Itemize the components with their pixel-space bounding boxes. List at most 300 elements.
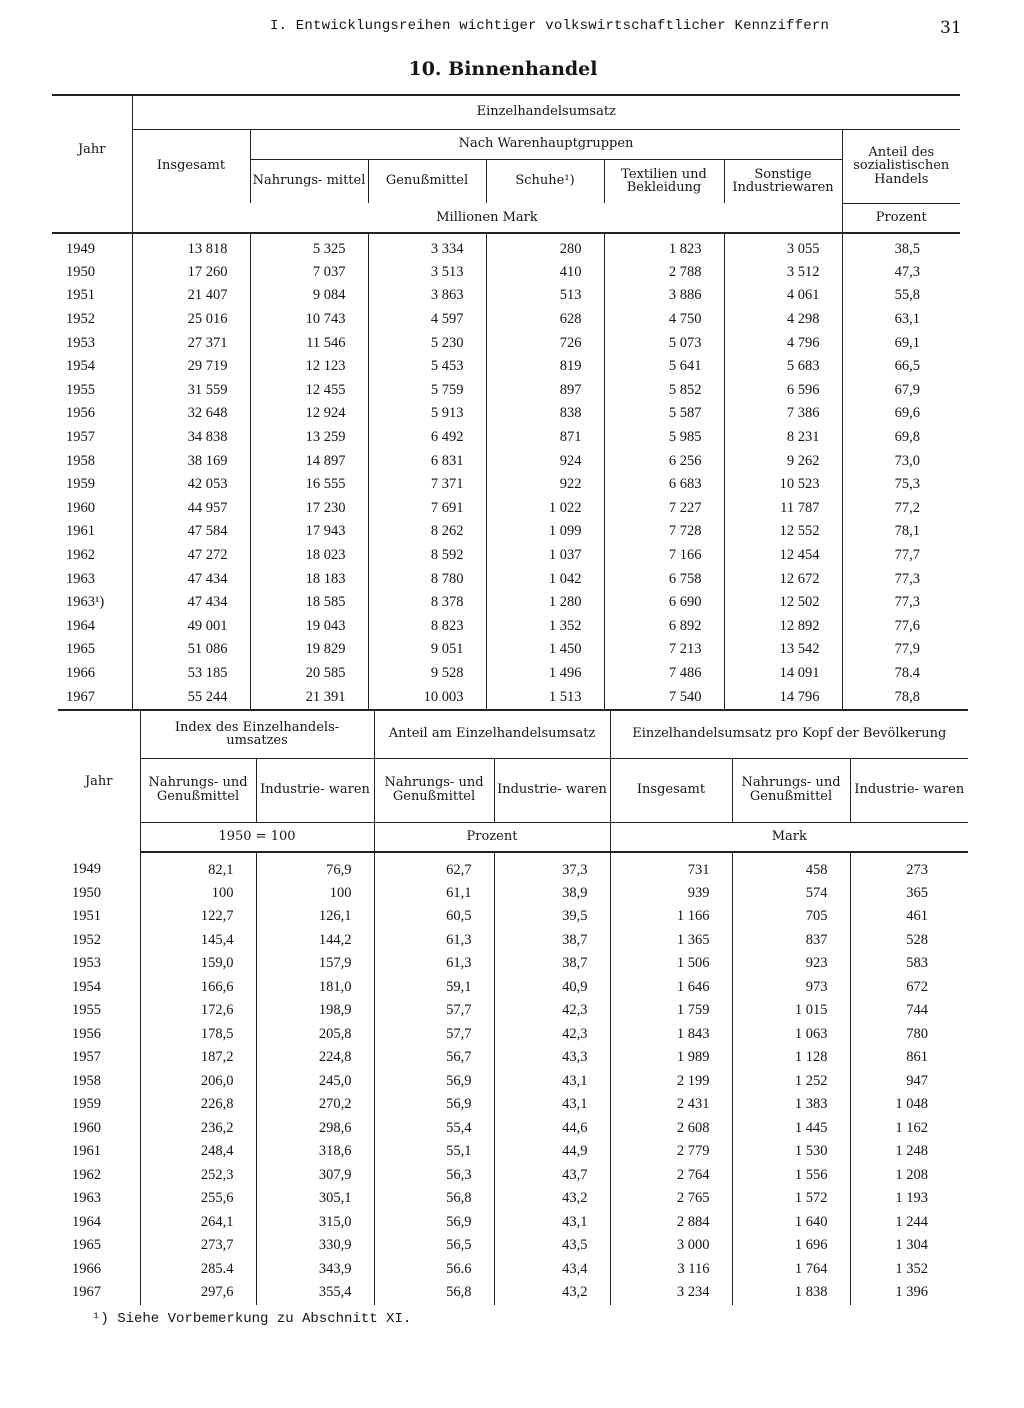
cell-value: 3 512: [724, 261, 842, 285]
col-header-anteil-sozialistischen-handels: Anteil des sozialistischen Handels: [842, 129, 960, 203]
cell-value: 1 450: [486, 638, 604, 662]
cell-value: 1 365: [610, 929, 732, 953]
col-header-jahr-2: Jahr: [58, 710, 140, 852]
cell-value: 1 208: [895, 1166, 929, 1183]
cell-value: 513: [486, 284, 604, 308]
table-index-und-pro-kopf: [58, 709, 968, 1305]
table-row: [52, 473, 960, 497]
cell-value: 7 386: [724, 402, 842, 426]
cell-value: 14 796: [724, 685, 842, 709]
cell-jahr: 1949: [52, 233, 132, 261]
cell-value: 1 037: [486, 544, 604, 568]
cell-value: 62,7: [374, 852, 494, 882]
cell-value: 42,3: [494, 1023, 610, 1047]
cell-value: 923: [732, 952, 850, 976]
cell-value: 56,9: [374, 1093, 494, 1117]
cell-value: 1 022: [486, 497, 604, 521]
cell-value: 1 513: [486, 685, 604, 709]
cell-value: 245,0: [256, 1070, 374, 1094]
cell-value: 38 169: [132, 449, 250, 473]
cell-value: 5 587: [604, 402, 724, 426]
cell-jahr: 1953: [58, 952, 140, 976]
cell-value: 205,8: [256, 1023, 374, 1047]
cell-jahr: 1963: [52, 567, 132, 591]
cell-value: 56,8: [374, 1281, 494, 1305]
group-header-nach-warenhauptgruppen: Nach Warenhauptgruppen: [250, 129, 842, 159]
cell-value: 69,8: [894, 429, 921, 446]
cell-value: 57,7: [374, 1023, 494, 1047]
cell-value: 4 597: [368, 308, 486, 332]
cell-value: 61,3: [374, 929, 494, 953]
cell-value: 5 852: [604, 379, 724, 403]
col-header-nahrungsmittel: Nahrungs- mittel: [250, 159, 368, 203]
cell-value: 270,2: [256, 1093, 374, 1117]
cell-jahr: 1959: [58, 1093, 140, 1117]
col-header-index-nahrungs-genussmittel: Nahrungs- und Genußmittel: [140, 758, 256, 822]
cell-value: 9 084: [250, 284, 368, 308]
cell-value: 43,1: [494, 1093, 610, 1117]
cell-value: 7 227: [604, 497, 724, 521]
cell-jahr: 1959: [52, 473, 132, 497]
table-row: [58, 952, 968, 976]
cell-value: 13 259: [250, 426, 368, 450]
cell-value: 583: [906, 955, 929, 972]
cell-jahr: 1960: [58, 1117, 140, 1141]
table-row: [52, 449, 960, 473]
cell-value: 1 572: [732, 1187, 850, 1211]
cell-value: 12 672: [724, 567, 842, 591]
cell-value: 38,7: [494, 952, 610, 976]
cell-jahr: 1950: [52, 261, 132, 285]
cell-value: 7 037: [250, 261, 368, 285]
cell-value: 3 000: [610, 1234, 732, 1258]
cell-jahr: 1964: [58, 1211, 140, 1235]
unit-prozent: Prozent: [842, 203, 960, 233]
unit-index-1950: 1950 = 100: [140, 822, 374, 852]
cell-value: 39,5: [494, 905, 610, 929]
cell-value: 66,5: [894, 358, 921, 375]
cell-jahr: 1962: [52, 544, 132, 568]
cell-value: 5 641: [604, 355, 724, 379]
cell-value: 43,3: [494, 1046, 610, 1070]
cell-jahr: 1954: [58, 976, 140, 1000]
cell-value: 315,0: [256, 1211, 374, 1235]
cell-value: 21 391: [250, 685, 368, 709]
cell-jahr: 1967: [52, 685, 132, 709]
col-header-kopf-insgesamt: Insgesamt: [610, 758, 732, 822]
table-row: [52, 638, 960, 662]
cell-value: 1 193: [895, 1190, 929, 1207]
cell-value: 3 234: [610, 1281, 732, 1305]
group-header-einzelhandelsumsatz: Einzelhandelsumsatz: [132, 95, 960, 129]
cell-value: 2 764: [610, 1164, 732, 1188]
cell-value: 1 530: [732, 1140, 850, 1164]
cell-value: 10 003: [368, 685, 486, 709]
cell-value: 410: [486, 261, 604, 285]
cell-value: 77,3: [894, 594, 921, 611]
table-row: [52, 379, 960, 403]
table-row: [52, 544, 960, 568]
cell-value: 34 838: [132, 426, 250, 450]
cell-value: 6 492: [368, 426, 486, 450]
cell-value: 47 434: [132, 567, 250, 591]
table-row: [58, 1117, 968, 1141]
cell-value: 4 750: [604, 308, 724, 332]
cell-value: 78.4: [894, 664, 921, 681]
table-row: [58, 976, 968, 1000]
cell-value: 11 546: [250, 331, 368, 355]
cell-value: 355,4: [256, 1281, 374, 1305]
cell-value: 12 455: [250, 379, 368, 403]
table-row: [58, 1070, 968, 1094]
table-row: [52, 355, 960, 379]
table-row: [52, 615, 960, 639]
cell-value: 307,9: [256, 1164, 374, 1188]
col-header-anteil-nahrungs-genussmittel: Nahrungs- und Genußmittel: [374, 758, 494, 822]
cell-value: 51 086: [132, 638, 250, 662]
cell-jahr: 1955: [58, 999, 140, 1023]
cell-value: 40,9: [494, 976, 610, 1000]
cell-value: 973: [732, 976, 850, 1000]
table-einzelhandelsumsatz: [52, 94, 960, 709]
table-row: [52, 662, 960, 686]
cell-jahr: 1958: [58, 1070, 140, 1094]
cell-value: 7 371: [368, 473, 486, 497]
cell-value: 705: [732, 905, 850, 929]
cell-value: 55,1: [374, 1140, 494, 1164]
cell-value: 330,9: [256, 1234, 374, 1258]
cell-value: 819: [486, 355, 604, 379]
cell-value: 18 183: [250, 567, 368, 591]
cell-value: 5 913: [368, 402, 486, 426]
table-row: [52, 426, 960, 450]
cell-value: 4 298: [724, 308, 842, 332]
cell-value: 574: [732, 882, 850, 906]
cell-value: 6 690: [604, 591, 724, 615]
cell-value: 255,6: [140, 1187, 256, 1211]
table-row: [52, 591, 960, 615]
table-row: [58, 905, 968, 929]
cell-value: 343,9: [256, 1258, 374, 1282]
cell-value: 273,7: [140, 1234, 256, 1258]
cell-value: 19 829: [250, 638, 368, 662]
cell-value: 13 818: [132, 233, 250, 261]
cell-value: 1 823: [604, 233, 724, 261]
cell-value: 8 231: [724, 426, 842, 450]
cell-value: 1 244: [895, 1213, 929, 1230]
cell-value: 61,3: [374, 952, 494, 976]
cell-value: 298,6: [256, 1117, 374, 1141]
cell-value: 3 886: [604, 284, 724, 308]
cell-value: 60,5: [374, 905, 494, 929]
col-header-kopf-industriewaren: Industrie- waren: [850, 758, 968, 822]
cell-value: 8 780: [368, 567, 486, 591]
cell-jahr: 1967: [58, 1281, 140, 1305]
cell-value: 5 759: [368, 379, 486, 403]
cell-value: 726: [486, 331, 604, 355]
cell-value: 187,2: [140, 1046, 256, 1070]
cell-value: 56,9: [374, 1070, 494, 1094]
table-row: [58, 1093, 968, 1117]
cell-value: 145,4: [140, 929, 256, 953]
cell-value: 1 099: [486, 520, 604, 544]
cell-jahr: 1961: [58, 1140, 140, 1164]
table-row: [58, 852, 968, 882]
cell-value: 198,9: [256, 999, 374, 1023]
cell-value: 871: [486, 426, 604, 450]
cell-value: 8 823: [368, 615, 486, 639]
table-row: [52, 331, 960, 355]
table-row: [52, 261, 960, 285]
cell-jahr: 1951: [58, 905, 140, 929]
table-row: [58, 1140, 968, 1164]
cell-value: 3 513: [368, 261, 486, 285]
cell-value: 181,0: [256, 976, 374, 1000]
cell-value: 10 743: [250, 308, 368, 332]
cell-value: 56,9: [374, 1211, 494, 1235]
cell-value: 18 585: [250, 591, 368, 615]
cell-value: 252,3: [140, 1164, 256, 1188]
cell-value: 44,6: [494, 1117, 610, 1141]
cell-value: 43,7: [494, 1164, 610, 1188]
cell-value: 32 648: [132, 402, 250, 426]
cell-value: 69,6: [894, 405, 921, 422]
cell-value: 1 166: [610, 905, 732, 929]
cell-jahr: 1951: [52, 284, 132, 308]
cell-value: 939: [610, 882, 732, 906]
cell-value: 12 123: [250, 355, 368, 379]
cell-value: 16 555: [250, 473, 368, 497]
cell-value: 17 943: [250, 520, 368, 544]
cell-value: 100: [140, 882, 256, 906]
cell-value: 5 230: [368, 331, 486, 355]
cell-value: 29 719: [132, 355, 250, 379]
table-row: [52, 520, 960, 544]
cell-value: 1 496: [486, 662, 604, 686]
table-row: [52, 685, 960, 709]
cell-value: 365: [906, 884, 929, 901]
cell-value: 20 585: [250, 662, 368, 686]
cell-value: 59,1: [374, 976, 494, 1000]
cell-value: 42 053: [132, 473, 250, 497]
col-header-jahr: Jahr: [52, 95, 132, 203]
cell-value: 12 924: [250, 402, 368, 426]
cell-jahr: 1961: [52, 520, 132, 544]
cell-jahr: 1957: [58, 1046, 140, 1070]
cell-value: 922: [486, 473, 604, 497]
cell-value: 57,7: [374, 999, 494, 1023]
table-row: [52, 308, 960, 332]
cell-value: 53 185: [132, 662, 250, 686]
group-header-pro-kopf: Einzelhandelsumsatz pro Kopf der Bevölkerung: [610, 710, 968, 758]
cell-value: 56,7: [374, 1046, 494, 1070]
cell-value: 43,2: [494, 1281, 610, 1305]
cell-value: 924: [486, 449, 604, 473]
cell-value: 838: [486, 402, 604, 426]
cell-value: 861: [906, 1049, 929, 1066]
cell-jahr: 1952: [58, 929, 140, 953]
cell-value: 10 523: [724, 473, 842, 497]
cell-value: 2 608: [610, 1117, 732, 1141]
cell-jahr: 1952: [52, 308, 132, 332]
cell-value: 77,9: [894, 641, 921, 658]
cell-value: 44,9: [494, 1140, 610, 1164]
cell-value: 5 683: [724, 355, 842, 379]
cell-value: 318,6: [256, 1140, 374, 1164]
cell-value: 43,4: [494, 1258, 610, 1282]
cell-value: 18 023: [250, 544, 368, 568]
cell-value: 8 262: [368, 520, 486, 544]
cell-value: 7 166: [604, 544, 724, 568]
footnote: ¹) Siehe Vorbemerkung zu Abschnitt XI.: [92, 1311, 412, 1327]
table-row: [58, 1258, 968, 1282]
cell-value: 76,9: [256, 852, 374, 882]
cell-value: 1 063: [732, 1023, 850, 1047]
cell-value: 297,6: [140, 1281, 256, 1305]
cell-value: 1 838: [732, 1281, 850, 1305]
table-row: [58, 929, 968, 953]
cell-value: 82,1: [140, 852, 256, 882]
cell-value: 3 334: [368, 233, 486, 261]
cell-value: 305,1: [256, 1187, 374, 1211]
cell-jahr: 1965: [58, 1234, 140, 1258]
cell-value: 8 592: [368, 544, 486, 568]
cell-value: 1 280: [486, 591, 604, 615]
cell-value: 122,7: [140, 905, 256, 929]
cell-value: 1 445: [732, 1117, 850, 1141]
cell-value: 5 073: [604, 331, 724, 355]
cell-value: 7 486: [604, 662, 724, 686]
cell-value: 43,1: [494, 1070, 610, 1094]
cell-value: 4 061: [724, 284, 842, 308]
cell-value: 2 884: [610, 1211, 732, 1235]
cell-jahr: 1955: [52, 379, 132, 403]
table-row: [58, 1211, 968, 1235]
cell-value: 78,1: [894, 523, 921, 540]
cell-value: 78,8: [894, 688, 921, 705]
cell-value: 2 779: [610, 1140, 732, 1164]
cell-value: 13 542: [724, 638, 842, 662]
cell-value: 8 378: [368, 591, 486, 615]
cell-value: 1 304: [895, 1237, 929, 1254]
cell-value: 12 502: [724, 591, 842, 615]
cell-value: 1 396: [895, 1284, 929, 1301]
group-header-index: Index des Einzelhandels- umsatzes: [140, 710, 374, 758]
cell-value: 38,7: [494, 929, 610, 953]
cell-value: 9 262: [724, 449, 842, 473]
cell-value: 628: [486, 308, 604, 332]
cell-value: 3 116: [610, 1258, 732, 1282]
unit-millionen-mark: Millionen Mark: [132, 203, 842, 233]
cell-value: 1 352: [486, 615, 604, 639]
table-row: [52, 402, 960, 426]
cell-jahr: 1962: [58, 1164, 140, 1188]
cell-jahr: 1954: [52, 355, 132, 379]
table-row: [58, 1234, 968, 1258]
cell-value: 1 128: [732, 1046, 850, 1070]
cell-value: 458: [732, 852, 850, 882]
cell-value: 7 728: [604, 520, 724, 544]
cell-value: 159,0: [140, 952, 256, 976]
cell-value: 47,3: [894, 263, 921, 280]
col-header-kopf-nahrungs-genussmittel: Nahrungs- und Genußmittel: [732, 758, 850, 822]
cell-value: 55,4: [374, 1117, 494, 1141]
table-row: [52, 284, 960, 308]
cell-value: 1 048: [895, 1096, 929, 1113]
cell-value: 9 528: [368, 662, 486, 686]
table-row: [52, 567, 960, 591]
col-header-index-industriewaren: Industrie- waren: [256, 758, 374, 822]
cell-value: 27 371: [132, 331, 250, 355]
cell-jahr: 1958: [52, 449, 132, 473]
page-title: 10. Binnenhandel: [408, 58, 598, 80]
col-header-anteil-industriewaren: Industrie- waren: [494, 758, 610, 822]
cell-value: 1 764: [732, 1258, 850, 1282]
cell-value: 75,3: [894, 476, 921, 493]
cell-value: 56,3: [374, 1164, 494, 1188]
col-header-textilien: Textilien und Bekleidung: [604, 159, 724, 203]
cell-value: 56,5: [374, 1234, 494, 1258]
cell-value: 17 260: [132, 261, 250, 285]
cell-jahr: 1956: [58, 1023, 140, 1047]
cell-jahr: 1953: [52, 331, 132, 355]
cell-value: 6 758: [604, 567, 724, 591]
cell-value: 1 843: [610, 1023, 732, 1047]
cell-value: 5 985: [604, 426, 724, 450]
cell-value: 126,1: [256, 905, 374, 929]
cell-value: 14 897: [250, 449, 368, 473]
cell-value: 1 506: [610, 952, 732, 976]
cell-value: 1 042: [486, 567, 604, 591]
cell-value: 55 244: [132, 685, 250, 709]
cell-value: 43,2: [494, 1187, 610, 1211]
col-header-sonstige-industriewaren: Sonstige Industriewaren: [724, 159, 842, 203]
cell-value: 1 248: [895, 1143, 929, 1160]
cell-jahr: 1963¹): [52, 591, 132, 615]
cell-value: 43,5: [494, 1234, 610, 1258]
cell-value: 77,7: [894, 547, 921, 564]
cell-value: 12 454: [724, 544, 842, 568]
cell-value: 9 051: [368, 638, 486, 662]
cell-value: 1 162: [895, 1119, 929, 1136]
table-row: [58, 1187, 968, 1211]
cell-value: 248,4: [140, 1140, 256, 1164]
cell-value: 2 431: [610, 1093, 732, 1117]
running-header: I. Entwicklungsreihen wichtiger volkswirtschaftlicher Kennziffern: [270, 18, 830, 34]
col-header-insgesamt: Insgesamt: [132, 129, 250, 203]
cell-value: 273: [906, 861, 929, 878]
cell-value: 285.4: [140, 1258, 256, 1282]
cell-value: 12 892: [724, 615, 842, 639]
cell-value: 166,6: [140, 976, 256, 1000]
cell-value: 4 796: [724, 331, 842, 355]
cell-value: 837: [732, 929, 850, 953]
cell-value: 7 213: [604, 638, 724, 662]
cell-value: 226,8: [140, 1093, 256, 1117]
cell-value: 56.6: [374, 1258, 494, 1282]
cell-value: 264,1: [140, 1211, 256, 1235]
cell-value: 44 957: [132, 497, 250, 521]
table-row: [58, 1164, 968, 1188]
cell-value: 3 055: [724, 233, 842, 261]
cell-jahr: 1965: [52, 638, 132, 662]
cell-value: 1 696: [732, 1234, 850, 1258]
cell-value: 672: [906, 978, 929, 995]
col-header-genussmittel: Genußmittel: [368, 159, 486, 203]
cell-value: 1 015: [732, 999, 850, 1023]
cell-value: 1 556: [732, 1164, 850, 1188]
cell-value: 3 863: [368, 284, 486, 308]
